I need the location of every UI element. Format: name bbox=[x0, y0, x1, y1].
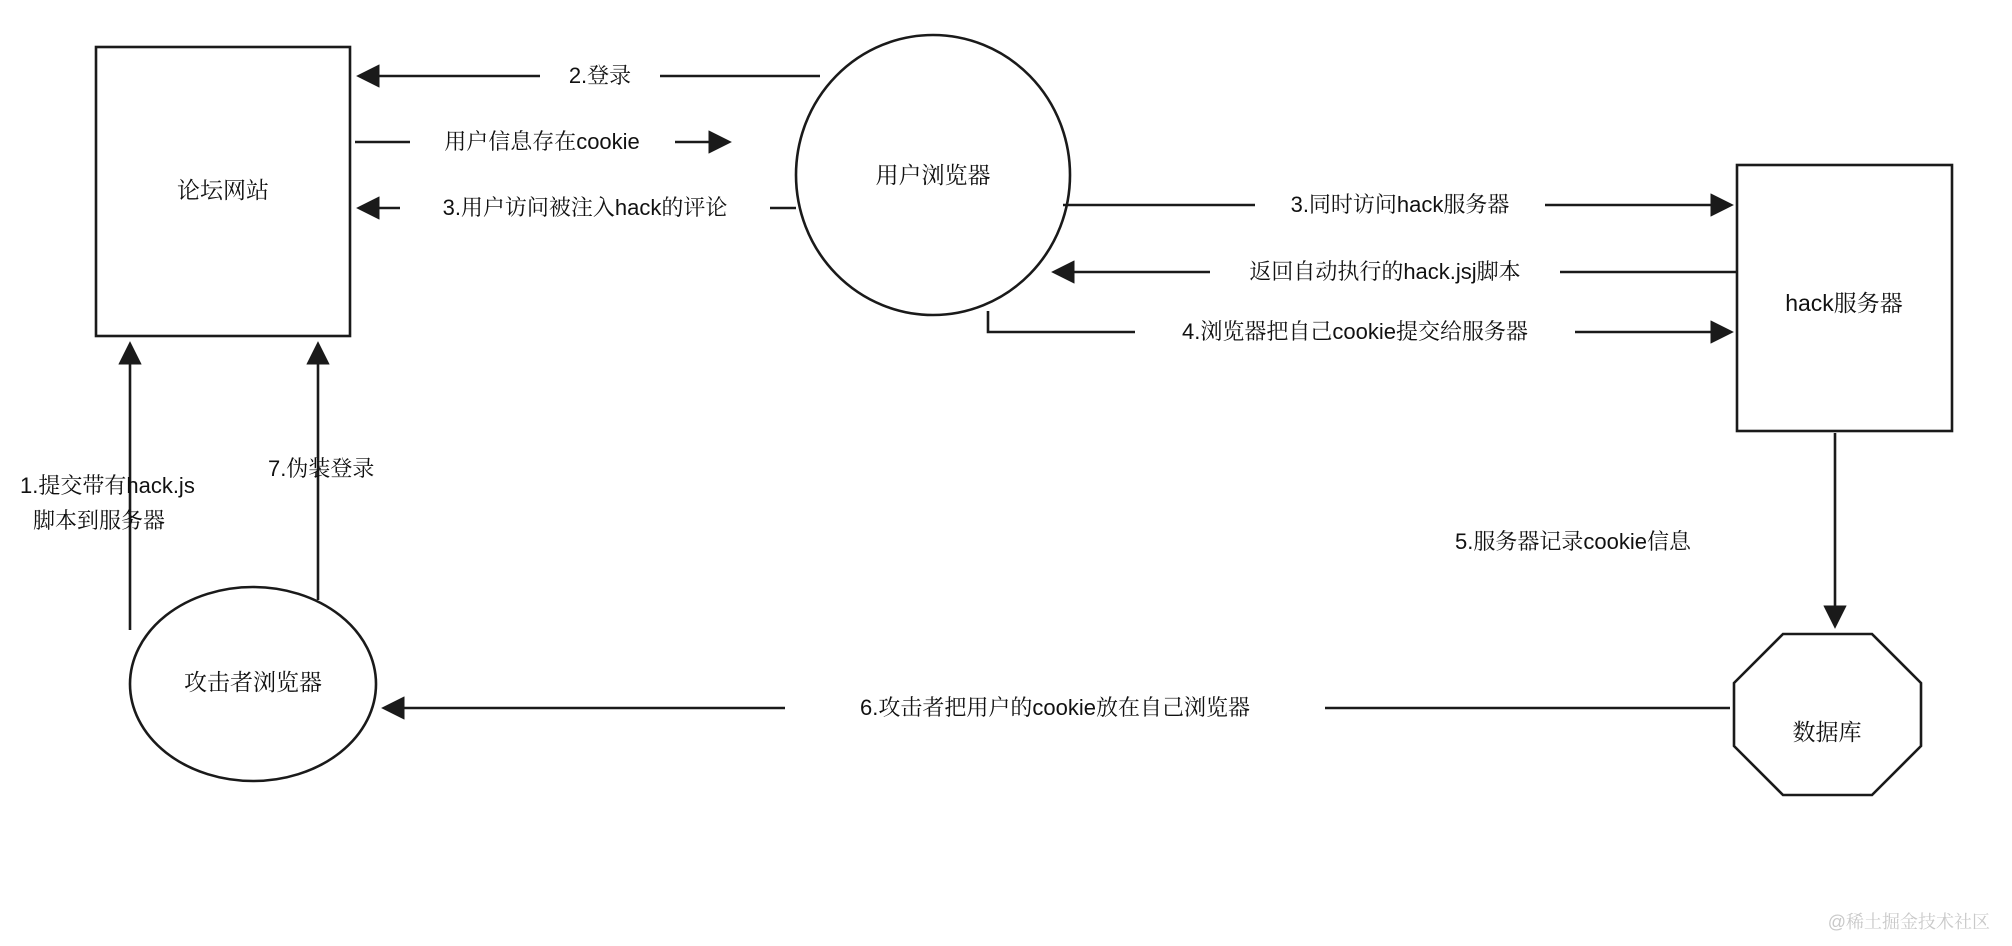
edge-4-submit-cookie-label: 4.浏览器把自己cookie提交给服务器 bbox=[1182, 318, 1528, 344]
edge-5-record-cookie-label: 5.服务器记录cookie信息 bbox=[1455, 528, 1691, 554]
watermark: @稀土掘金技术社区 bbox=[1827, 912, 1990, 932]
node-database[interactable] bbox=[1734, 634, 1921, 795]
edge-1-submit-hack-script-label-line2: 脚本到服务器 bbox=[33, 507, 166, 533]
edge-6-place-cookie-label: 6.攻击者把用户的cookie放在自己浏览器 bbox=[860, 694, 1250, 720]
edge-2-login-label: 2.登录 bbox=[568, 62, 632, 88]
node-user-browser-label: 用户浏览器 bbox=[875, 162, 991, 189]
edge-3-visit-injected-comment bbox=[360, 192, 796, 224]
node-attacker-browser[interactable] bbox=[130, 587, 376, 781]
edge-user-info-cookie bbox=[355, 126, 728, 158]
edge-5-record-cookie bbox=[1455, 433, 1835, 625]
edge-7-fake-login bbox=[268, 345, 374, 600]
node-forum-label: 论坛网站 bbox=[177, 177, 269, 204]
edge-3-visit-hack-server bbox=[1063, 189, 1730, 221]
edge-1-submit-hack-script bbox=[20, 345, 195, 630]
node-hack-server[interactable] bbox=[1737, 165, 1952, 431]
node-attacker-browser-label: 攻击者浏览器 bbox=[184, 669, 322, 696]
edge-3-visit-hack-server-label: 3.同时访问hack服务器 bbox=[1290, 191, 1510, 217]
edge-user-info-cookie-label: 用户信息存在cookie bbox=[444, 128, 640, 154]
edge-1-submit-hack-script-label-line1: 1.提交带有hack.js bbox=[20, 472, 195, 498]
node-database-label: 数据库 bbox=[1792, 719, 1862, 746]
edge-2-login bbox=[360, 60, 820, 92]
edge-6-place-cookie bbox=[385, 692, 1730, 724]
node-hack-server-label: hack服务器 bbox=[1785, 290, 1903, 317]
node-forum[interactable] bbox=[96, 47, 350, 336]
edge-7-fake-login-label: 7.伪装登录 bbox=[268, 455, 375, 481]
edge-return-hack-script bbox=[1055, 256, 1737, 288]
edge-4-submit-cookie bbox=[988, 311, 1730, 348]
node-user-browser[interactable] bbox=[796, 35, 1070, 315]
edge-3-visit-injected-comment-label: 3.用户访问被注入hack的评论 bbox=[442, 194, 728, 220]
edge-return-hack-script-label: 返回自动执行的hack.jsj脚本 bbox=[1249, 258, 1521, 284]
